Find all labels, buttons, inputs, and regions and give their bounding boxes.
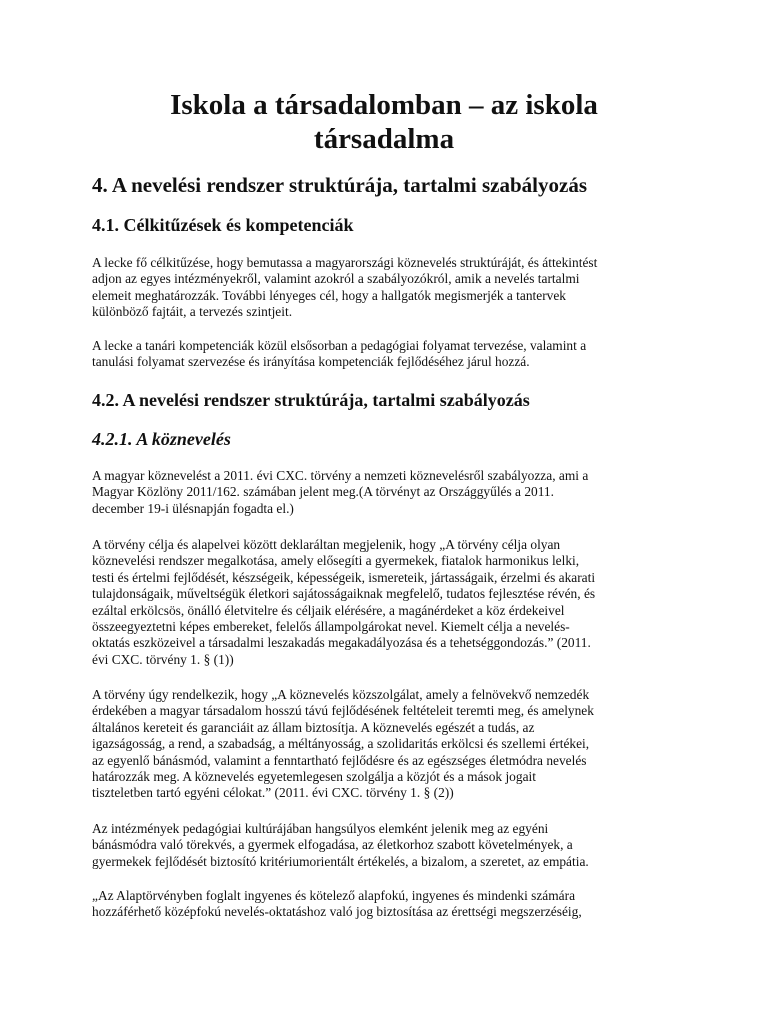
text-line: tiszteletben tartó egyéni célokat.” (2011. évi CXC. törvény 1. § (2)) [92,785,454,801]
text-line: gyermekek fejlődését biztosító kritériumorientált értékelés, a bizalom, a szeretet, az empátia. [92,853,589,869]
text-line: különböző fajtáit, a tervezés szintjeit. [92,304,293,320]
text-line: hozzáférhető középfokú nevelés-oktatáshoz való jog biztosítása az érettségi megszerzéséig, [92,904,582,920]
paragraph-goals [92,255,688,321]
text-line: december 19-i ülésnapján fogadta el.) [92,500,294,516]
text-line: általános kereteit és garanciáit az állam biztosítja. A köznevelés egészét a tudás, az [92,719,535,735]
text-line: köznevelési rendszer megalkotása, amely elősegíti a gyermekek, fiatalok harmonikus lelki, [92,553,580,569]
text-line: A lecke a tanári kompetenciák közül elsősorban a pedagógiai folyamat tervezése, valamint a [92,338,587,353]
text-line: A lecke fő célkitűzése, hogy bemutassa a magyarországi köznevelés struktúráját, és áttekintést [92,255,598,270]
paragraph-competencies [92,338,688,371]
text-line: az egyenlő bánásmód, valamint a fenntartható fejlődésre és az egészséges életmódra nevelés [92,752,587,768]
subsubsection-heading-4-2-1: 4.2.1. A köznevelés [92,429,231,449]
text-line: ezáltal erkölcsös, önálló életvitelre és céljaik elérésére, a magánérdeket a köz érdekeivel [92,602,565,618]
text-line: elemeit meghatározzák. További lényeges cél, hogy a hallgatók megismerjék a tantervek [92,287,566,303]
text-line: érdekében a magyar társadalom hosszú távú fejlődésének feltételeit teremti meg, és amelynek [92,703,594,719]
text-line: Az intézmények pedagógiai kultúrájában hangsúlyos elemként jelenik meg az egyéni [92,821,549,836]
text-line: „Az Alaptörvényben foglalt ingyenes és kötelező alapfokú, ingyenes és mindenki számára [92,888,576,903]
title-line: társadalma [313,123,455,155]
paragraph-fundamental-law [92,888,688,921]
text-line: A törvény úgy rendelkezik, hogy „A köznevelés közszolgálat, amely a felnövekvő nemzedék [92,687,590,702]
text-line: évi CXC. törvény 1. § (1)) [92,651,234,667]
text-line: összeegyeztetni képes embereket, felelős állampolgárokat nevel. Kiemelt célja a nevelés- [92,619,570,635]
document-title [120,88,648,156]
text-line: oktatás eszközeivel a társadalmi leszakadás megakadályozása és a tehetséggondozás.” (2011. [92,635,591,651]
paragraph-institutions [92,821,688,870]
text-line: tulajdonságaik, műveltségük életkori sajátosságaiknak megfelelő, tudatos fejlesztése révén, és [92,586,596,602]
text-line: testi és értelmi fejlődését, készségeik, képességeik, ismereteik, jártasságaik, érzelmi és akarati [92,569,596,585]
text-line: adjon az egyes intézményekről, valamint azokról a szabályozókról, amik a nevelés tartalmi [92,271,580,287]
title-line: Iskola a társadalomban – az iskola [170,89,598,121]
text-line: A magyar köznevelést a 2011. évi CXC. törvény a nemzeti köznevelésről szabályozza, ami a [92,468,589,483]
text-line: bánásmódra való törekvés, a gyermek elfogadása, az életkorhoz szabott követelmények, a [92,837,573,853]
subsection-heading-4-2: 4.2. A nevelési rendszer struktúrája, tartalmi szabályozás [92,390,530,410]
subsection-heading-4-1: 4.1. Célkitűzések és kompetenciák [92,215,354,235]
paragraph-law [92,468,688,517]
text-line: Magyar Közlöny 2011/162. számában jelent meg.(A törvényt az Országgyűlés a 2011. [92,484,554,500]
section-heading: 4. A nevelési rendszer struktúrája, tartalmi szabályozás [92,173,588,197]
paragraph-public-service [92,687,688,802]
paragraph-law-goals [92,537,688,668]
text-line: határozzák meg. A köznevelés egyetemlegesen szolgálja a közjót és a mások jogait [92,769,536,785]
text-line: tanulási folyamat szervezése és irányítása kompetenciák fejlődéséhez járul hozzá. [92,354,530,370]
text-line: igazságosság, a rend, a szabadság, a méltányosság, a szolidaritás erkölcsi és szellemi értékei, [92,736,590,752]
text-line: A törvény célja és alapelvei között deklaráltan megjelenik, hogy „A törvény célja olyan [92,537,561,552]
